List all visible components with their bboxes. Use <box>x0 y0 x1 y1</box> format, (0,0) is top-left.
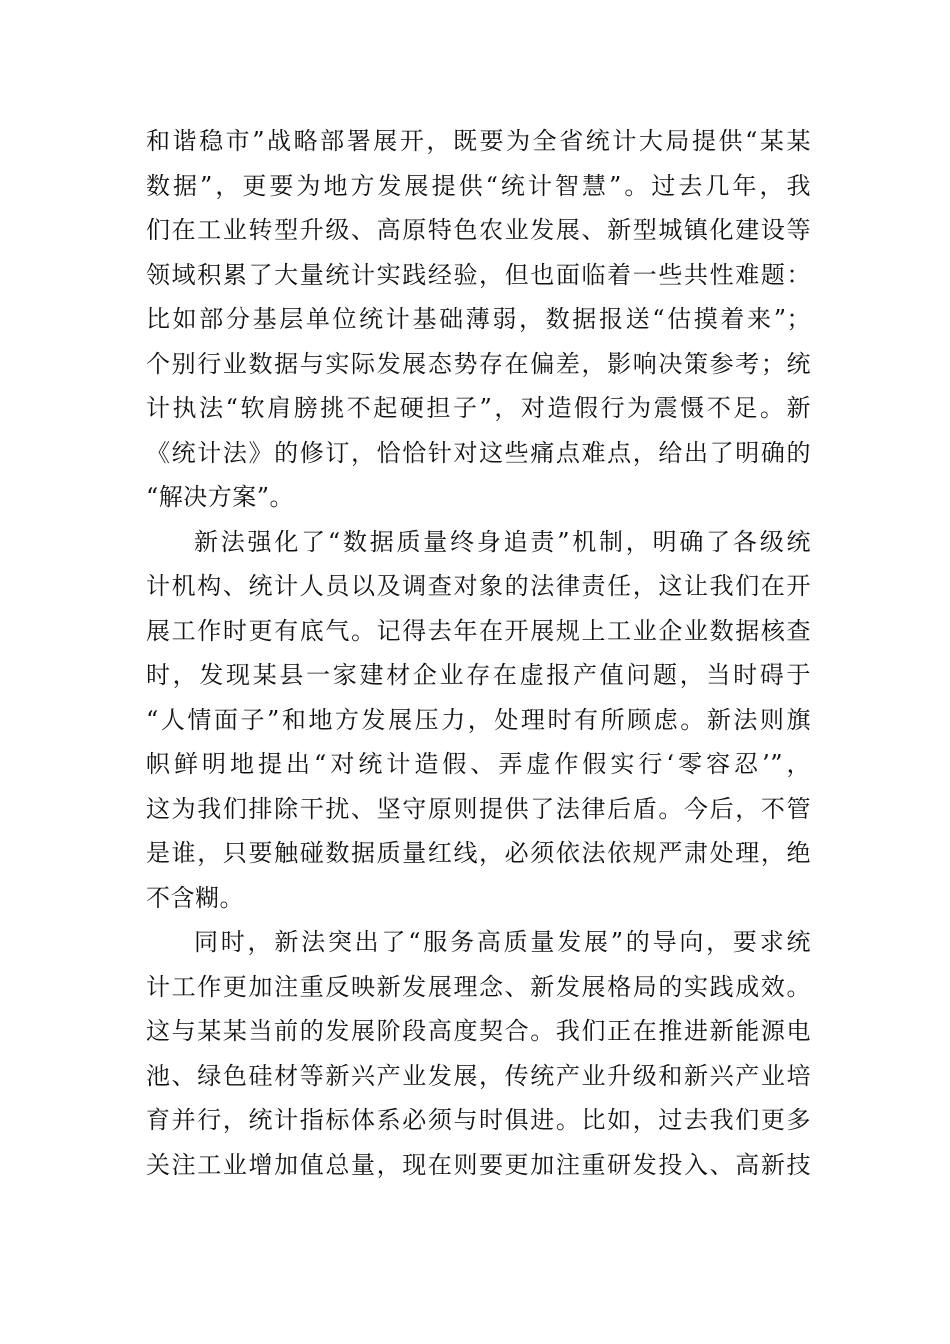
text-line-last: “解决方案”。 <box>146 483 295 511</box>
text-line: 关注工业增加值总量，现在则要更加注重研发投入、高新技 <box>146 1150 811 1179</box>
text-line: 个别行业数据与实际发展态势存在偏差，影响决策参考；统 <box>146 349 811 378</box>
text-line: “人情面子”和地方发展压力，处理时有所顾虑。新法则旗 <box>146 705 811 734</box>
text-line: 和谐稳市”战略部署展开，既要为全省统计大局提供“某某 <box>146 127 811 155</box>
document-body <box>146 119 811 1187</box>
text-line: 计工作更加注重反映新发展理念、新发展格局的实践成效。 <box>146 972 811 1001</box>
paragraph-first-line: 同时，新法突出了“服务高质量发展”的导向，要求统 <box>194 928 811 956</box>
text-line: 是谁，只要触碰数据质量红线，必须依法依规严肃处理，绝 <box>146 839 811 867</box>
text-line: 比如部分基层单位统计基础薄弱，数据报送“估摸着来”； <box>146 305 811 333</box>
text-line: 池、绿色硅材等新兴产业发展，传统产业升级和新兴产业培 <box>146 1061 811 1090</box>
text-line: 们在工业转型升级、高原特色农业发展、新型城镇化建设等 <box>146 216 811 244</box>
text-line: 这与某某当前的发展阶段高度契合。我们正在推进新能源电 <box>146 1017 811 1045</box>
text-line: 这为我们排除干扰、坚守原则提供了法律后盾。今后，不管 <box>146 794 811 823</box>
text-line: 数据”，更要为地方发展提供“统计智慧”。过去几年，我 <box>146 171 811 200</box>
text-line: 帜鲜明地提出“对统计造假、弄虚作假实行‘零容忍’”， <box>146 750 811 778</box>
text-line: 计执法“软肩膀挑不起硬担子”，对造假行为震慑不足。新 <box>146 394 811 422</box>
text-line-last: 不含糊。 <box>146 883 244 912</box>
text-line: 育并行，统计指标体系必须与时俱进。比如，过去我们更多 <box>146 1106 811 1134</box>
text-line: 展工作时更有底气。记得去年在开展规上工业企业数据核查 <box>146 616 811 645</box>
paragraph-first-line: 新法强化了“数据质量终身追责”机制，明确了各级统 <box>194 527 811 556</box>
text-line: 计机构、统计人员以及调查对象的法律责任，这让我们在开 <box>146 572 811 600</box>
text-line: 《统计法》的修订，恰恰针对这些痛点难点，给出了明确的 <box>146 438 811 467</box>
text-line: 领域积累了大量统计实践经验，但也面临着一些共性难题： <box>146 260 811 289</box>
text-line: 时，发现某县一家建材企业存在虚报产值问题，当时碍于 <box>146 661 811 689</box>
